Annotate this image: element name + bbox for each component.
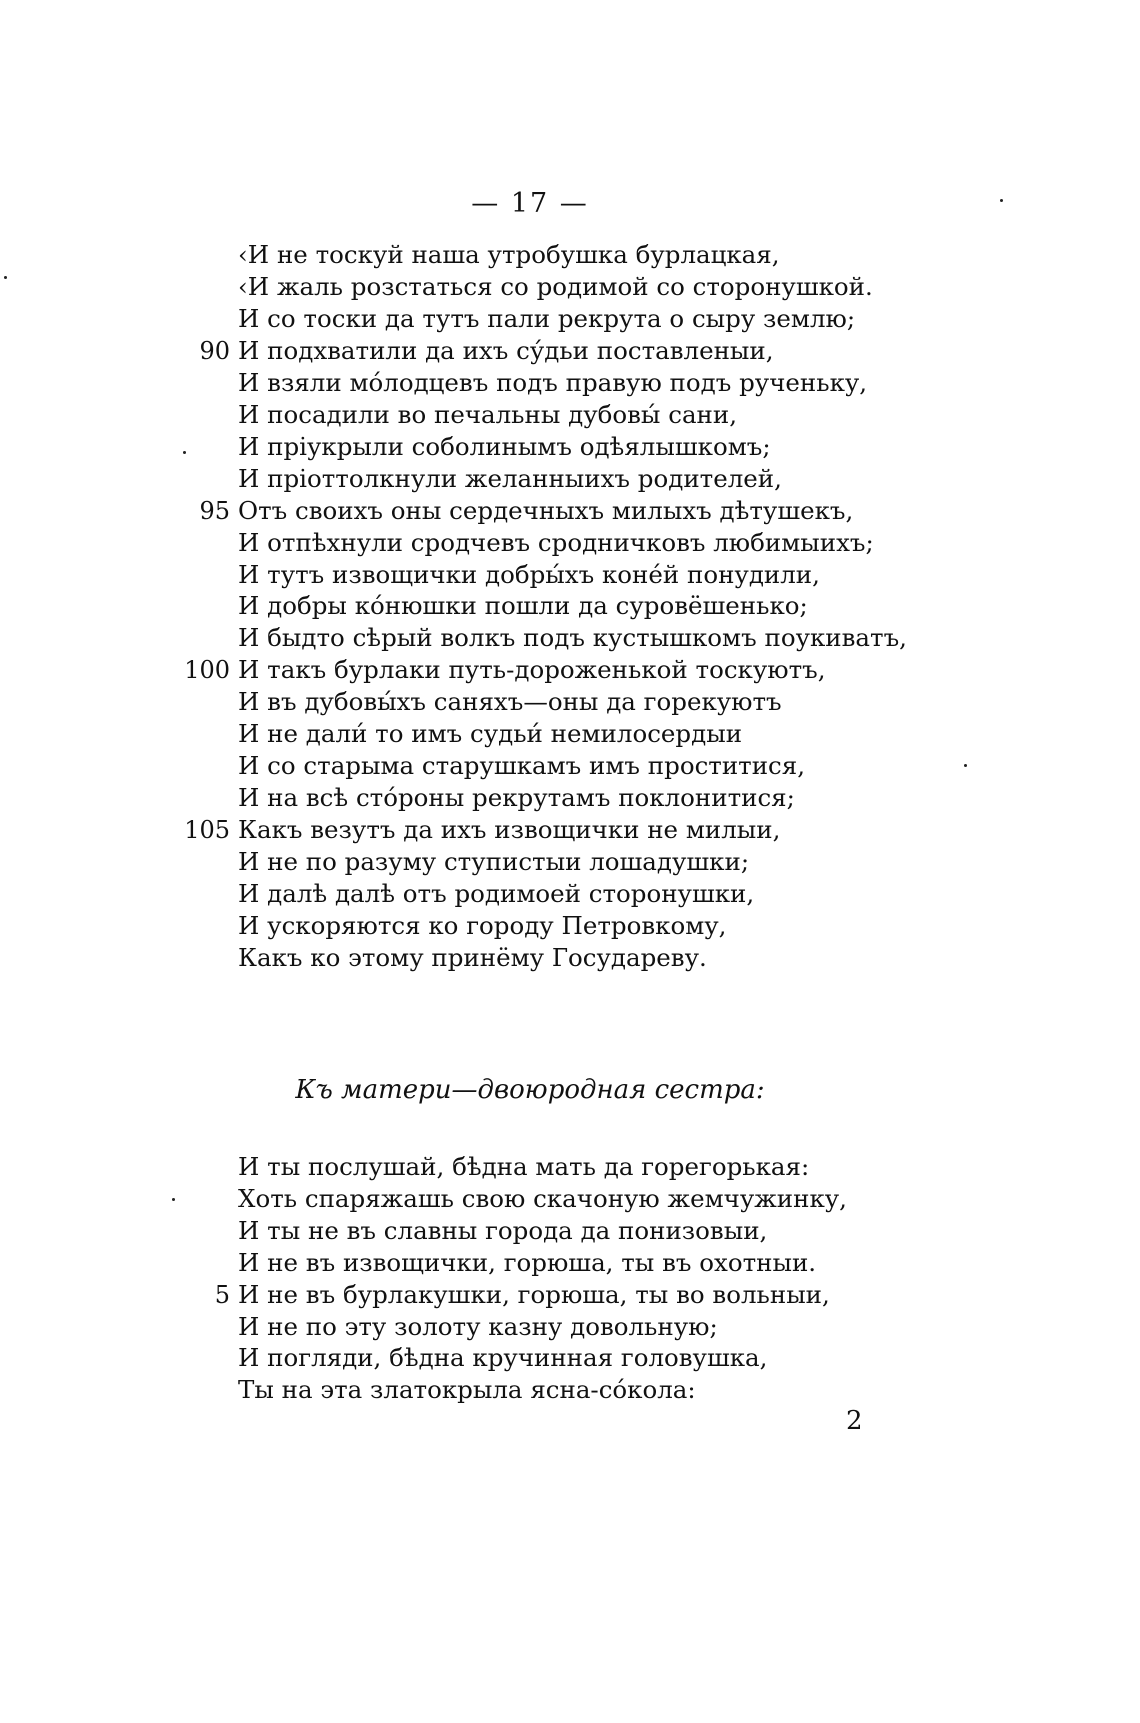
- print-speck: [183, 451, 186, 454]
- line-number: 100: [184, 656, 230, 685]
- verse-text: И не дали́ то имъ судьи́ немилосердыи: [238, 719, 743, 749]
- verse-text: И не по разуму ступистыи лошадушки;: [238, 847, 750, 877]
- verse-text: И такъ бурлаки путь-дороженькой тоскуютъ,: [238, 655, 826, 685]
- verse-text: И ускоряются ко городу Петровкому,: [238, 910, 727, 940]
- print-speck: [1000, 199, 1003, 202]
- verse-text: И посадили во печальны дубовы́ сани,: [238, 399, 737, 429]
- verse-text: Хоть спаряжашь свою скачоную жемчужинку,: [238, 1183, 847, 1213]
- verse-text: Какъ везутъ да ихъ извощички не милыи,: [238, 815, 781, 845]
- verse-text: И взяли мо́лодцевъ подъ правую подъ рученьку,: [238, 367, 868, 397]
- print-speck: [964, 764, 967, 767]
- verse-text: И далѣ далѣ отъ родимоей сторонушки,: [238, 879, 755, 908]
- verse-text: И тутъ извощички добры́хъ коне́й понудили,: [238, 559, 820, 589]
- verse-text: И отпѣхнули сродчевъ сродничковъ любимыихъ;: [238, 527, 874, 557]
- verse-text: И добры ко́нюшки пошли да суровёшенько;: [238, 591, 808, 621]
- section-heading: Къ матери—двоюродная сестра:: [295, 1075, 765, 1105]
- verse-text: ‹И жаль розстаться со родимой со сторонушкой.: [238, 271, 873, 301]
- verse-text: И на всѣ сто́роны рекрутамъ поклонитися;: [238, 783, 795, 813]
- line-number: 105: [184, 816, 230, 845]
- verse-text: И не по эту золоту казну довольную;: [238, 1311, 718, 1341]
- line-number: 5: [214, 1280, 230, 1309]
- verse-text: И погляди, бѣдна кручинная головушка,: [238, 1343, 768, 1373]
- verse-text: Какъ ко этому принёму Государеву.: [238, 942, 707, 972]
- verse-text: И быдто сѣрый волкъ подъ кустышкомъ поукиватъ,: [238, 623, 907, 653]
- page-number: — 17 —: [471, 188, 589, 219]
- print-speck: [172, 1198, 175, 1201]
- verse-text: И прiоттолкнули желанныихъ родителей,: [238, 463, 782, 493]
- signature-mark: 2: [846, 1406, 863, 1436]
- line-number: 90: [199, 336, 230, 365]
- verse-text: Ты на эта златокрыла ясна-со́кола:: [238, 1375, 696, 1405]
- verse-text: И не въ бурлакушки, горюша, ты во вольныи,: [238, 1279, 830, 1309]
- verse-text: И со старыма старушкамъ имъ проститися,: [238, 751, 806, 781]
- verse-text: Отъ своихъ оны сердечныхъ милыхъ дѣтушекъ,: [238, 495, 854, 525]
- line-number: 95: [199, 496, 230, 525]
- verse-text: И не въ извощички, горюша, ты въ охотныи.: [238, 1247, 817, 1277]
- verse-text: И со тоски да тутъ пали рекрута о сыру землю;: [238, 303, 856, 333]
- verse-text: И подхватили да ихъ су́дьи поставленыи,: [238, 335, 774, 365]
- verse-text: И прiукрыли соболинымъ одѣялышкомъ;: [238, 431, 771, 461]
- verse-text: И въ дубовы́хъ саняхъ—оны да горекуютъ: [238, 687, 782, 717]
- verse-text: ‹И не тоскуй наша утробушка бурлацкая,: [238, 240, 780, 269]
- print-speck: [4, 276, 7, 279]
- verse-text: И ты послушай, бѣдна мать да горегорькая:: [238, 1152, 810, 1181]
- verse-text: И ты не въ славны города да понизовыи,: [238, 1215, 768, 1245]
